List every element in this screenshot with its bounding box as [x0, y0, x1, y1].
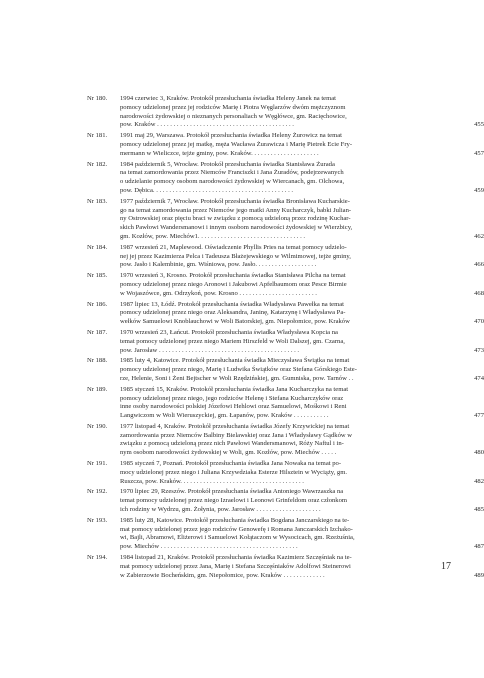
entry-body: [120, 197, 484, 242]
entry-line: w Wojaszówce, gm. Odrzykoń, pow. Krosno . . . . . . . . . . . . . . . . . . . . . . . .: [120, 289, 317, 297]
entry-line: 1985 luty 4, Katowice. Protokół przesłuchania świadka Mieczysława Świątka na temat: [120, 357, 350, 365]
entry-body: [120, 488, 484, 514]
entry-page-ref: 482: [474, 477, 484, 485]
entry-line: rze, Helenie, Soni i Żeni Bejtscher w Woli Rzędzińskiej, gm. Gumniska, pow. Tarnów . .: [120, 374, 354, 382]
entry-body: [120, 300, 484, 327]
entry-body: [120, 95, 484, 130]
entry-number: Nr 193.: [87, 516, 108, 524]
entry-number: Nr 181.: [87, 132, 108, 140]
entry-line: 1985 styczeń 7, Poznań. Protokół przesłuchania świadka Jana Nowaka na temat po-: [120, 460, 342, 468]
entry-line: 1991 maj 29, Warszawa. Protokół przesłuchania świadka Heleny Żurowicz na temat: [120, 132, 342, 140]
entry-line: pomocy udzielonej przez niego, jego rodziców Helenę i Stefana Kucharczyków oraz: [120, 394, 344, 402]
document-entry: [87, 272, 484, 298]
entry-line: wełków Samuelowi Knoblauchowi w Woli Batorskiej, gm. Niepołomice, pow. Kraków: [120, 318, 350, 326]
entry-page-ref: 466: [474, 261, 484, 269]
entry-line: skich Pawłowi Wandersmanowi i innym osobom narodowości żydowskiej w Wierzbicy,: [120, 224, 353, 232]
entry-body: [120, 160, 484, 196]
entry-line: w Zabierzowie Bocheńskim, gm. Niepołomice, pow. Kraków . . . . . . . . . . . . .: [120, 571, 325, 579]
page-number: 17: [441, 561, 451, 572]
entry-line: temat pomocy udzielonej przez niego Izraelowi i Leonowi Grinfeldom oraz członkom: [120, 497, 348, 505]
entry-line: 1985 luty 28, Katowice. Protokół przesłuchania świadka Bogdana Janczarskiego na te-: [120, 516, 350, 524]
entry-body: [120, 422, 484, 458]
entry-line: pow. Dębica. . . . . . . . . . . . . . . . . . . . . . . . . . . . . . . . . . . . . . . . . . .: [120, 186, 294, 194]
document-entry: [87, 95, 484, 130]
entry-line: na temat zamordowania przez Niemców Franciszki i Jana Żuradów, podejrzewanych: [120, 169, 344, 177]
entry-number: Nr 192.: [87, 488, 108, 496]
entry-line: 1970 wrzesień 3, Krosno. Protokół przesłuchania świadka Stanisława Pilcha na temat: [120, 272, 346, 280]
entry-body: [120, 328, 484, 355]
entry-page-ref: 468: [474, 289, 484, 297]
document-entry: [87, 243, 484, 270]
entry-line: o udzielanie pomocy osobom narodowości żydowskiej w Wiercanach, gm. Olchowa,: [120, 178, 345, 186]
entry-line: inne osoby narodowości polskiej Józefowi Hehlowi oraz Samuelowi, Mośkowi i Reni: [120, 403, 347, 411]
entry-body: [120, 460, 484, 486]
entry-page-ref: 487: [474, 543, 484, 551]
entry-line: związku z pomocą udzieloną przez nich Pawłowi Wandersmanowi, Róży Naftul i in-: [120, 440, 344, 448]
entry-line: pomocy udzielonej przez niego oraz Aleksandra, Janinę, Katarzynę i Władysława Pa-: [120, 309, 346, 317]
entry-line: mermann w Wieliczce, tejże gminy, pow. Kraków. . . . . . . . . . . . . . . . . . . . .: [120, 149, 319, 157]
entry-number: Nr 194.: [87, 554, 108, 562]
entry-body: [120, 357, 484, 383]
entry-line: ny Ostrowskiej oraz pięciu braci w związku z pomocą udzieloną przez rodzinę Kuchar-: [120, 215, 351, 223]
entry-page-ref: 485: [474, 506, 484, 514]
entry-line: go na temat zamordowania przez Niemców jego matki Anny Kucharczyk, babki Julian-: [120, 206, 352, 214]
document-entry: [87, 197, 484, 242]
entry-line: mat pomocy udzielonej przez jego rodziców Genowefę i Romana Janczarskich Izchako-: [120, 525, 353, 533]
entry-line: wi, Bajli, Abramowi, Eliżerowi i Samuelowi Kołątaczom w Wysocicach, gm. Rzeżuśnia,: [120, 534, 355, 542]
entry-number: Nr 189.: [87, 385, 108, 393]
entry-number: Nr 185.: [87, 272, 108, 280]
entry-page-ref: 477: [474, 412, 484, 420]
entry-line: Ruszcza, pow. Kraków. . . . . . . . . . . . . . . . . . . . . . . . . . . . . . . . . . . . . .: [120, 477, 304, 485]
entry-number: Nr 190.: [87, 422, 108, 430]
entry-page-ref: 455: [474, 121, 484, 129]
document-entry: [87, 357, 484, 383]
document-entry: [87, 300, 484, 327]
entry-line: 1977 listopad 4, Kraków. Protokół przesłuchania świadka Józefy Krzywickiej na temat: [120, 422, 350, 430]
entry-body: [120, 516, 484, 552]
document-entry: [87, 385, 484, 421]
entry-line: pomocy udzielonej przez jej rodziców Marię i Piotra Węglarzów dwóm mężczyznom: [120, 103, 346, 111]
entry-line: Langwiczom w Woli Wieruszyckiej, gm. Łapanów, pow. Kraków . . . . . . . . . . .: [120, 412, 329, 420]
entry-line: nym osobom narodowości żydowskiej w Woli, gm. Kozłów, pow. Miechów . . . . .: [120, 449, 337, 457]
entry-line: 1970 lipiec 29, Rzeszów. Protokół przesłuchania świadka Antoniego Wawrzaszka na: [120, 488, 344, 496]
entry-line: pomocy udzielonej przez jej matkę, męża Wacława Żurawicza i Marię Pietrek Ecie Fry-: [120, 140, 353, 148]
entry-line: 1984 październik 5, Wrocław. Protokół przesłuchania świadka Stanisława Żurada: [120, 160, 335, 168]
document-entry: [87, 516, 484, 552]
entry-line: zamordowania przez Niemców Balbiny Bielawskiej oraz Jana i Władysławy Gądków w: [120, 431, 353, 439]
entry-line: narodowości żydowskiej o nieznanych personaliach w Węgłówce, gm. Racięchowice,: [120, 112, 347, 120]
entry-line: 1970 wrzesień 23, Łańcut. Protokół przesłuchania świadka Władysława Kopcia na: [120, 328, 338, 336]
entry-number: Nr 186.: [87, 300, 108, 308]
entry-line: pow. Miechów . . . . . . . . . . . . . . . . . . . . . . . . . . . . . . . . . . . . . . . . . .: [120, 543, 298, 551]
document-entry: [87, 488, 484, 514]
entry-line: pow. Jasło i Kalembinie, gm. Wiśniowa, pow. Jasło. . . . . . . . . . . . . . . . . . .: [120, 261, 317, 269]
entry-page-ref: 480: [474, 449, 484, 457]
entry-page-ref: 474: [474, 374, 484, 382]
entry-number: Nr 183.: [87, 197, 108, 205]
document-entry: [87, 554, 484, 580]
entry-line: pow. Jarosław . . . . . . . . . . . . . . . . . . . . . . . . . . . . . . . . . . . . . . . . . . .: [120, 346, 300, 354]
entry-number: Nr 184.: [87, 243, 108, 251]
index-entries: [87, 95, 484, 582]
entry-line: pow. Kraków . . . . . . . . . . . . . . . . . . . . . . . . . . . . . . . . . . . . . . . . . .: [120, 121, 294, 129]
entry-line: nej jej przez Kazimierza Pelca i Tadeusza Błażejewskiego w Wilmimowej, tejże gminy,: [120, 252, 351, 260]
entry-line: 1994 czerwiec 3, Kraków. Protokół przesłuchania świadka Heleny Janek na temat: [120, 95, 336, 102]
entry-page-ref: 462: [474, 232, 484, 240]
entry-number: Nr 188.: [87, 357, 108, 365]
entry-line: ich rodziny w Wydrzu, gm. Żołynia, pow. Jarosław . . . . . . . . . . . . . . . . . . . .: [120, 506, 321, 514]
entry-line: mocy udzielonej przez niego i Juliana Krzywdziaka Esterze Hilsztein w Wyciąży, gm.: [120, 468, 348, 476]
entry-number: Nr 191.: [87, 460, 108, 468]
entry-number: Nr 187.: [87, 328, 108, 336]
entry-page-ref: 470: [474, 318, 484, 326]
entry-number: Nr 182.: [87, 160, 108, 168]
document-entry: [87, 328, 484, 355]
document-entry: [87, 132, 484, 158]
entry-page-ref: 489: [474, 571, 484, 579]
document-entry: [87, 422, 484, 458]
entry-page-ref: 473: [474, 346, 484, 354]
entry-line: pomocy udzielonej przez niego, Marię i Ludwika Świątków oraz Stefana Górskiego Este-: [120, 366, 357, 374]
entry-line: gm. Kozłów, pow. Miechów1. . . . . . . . . . . . . . . . . . . . . . . . . . . . . . . . .: [120, 232, 306, 240]
entry-body: [120, 272, 484, 298]
entry-body: [120, 243, 484, 270]
entry-body: [120, 385, 484, 421]
entry-line: 1984 listopad 21, Kraków. Protokół przesłuchania świadka Kazimierz Szczęśniak na te-: [120, 554, 352, 562]
entry-number: Nr 180.: [87, 95, 108, 102]
document-entry: [87, 460, 484, 486]
entry-page-ref: 459: [474, 186, 484, 194]
entry-page-ref: 457: [474, 149, 484, 157]
entry-line: 1977 październik 7, Wrocław. Protokół przesłuchania świadka Bronisława Kucharskie-: [120, 197, 350, 205]
entry-line: 1987 wrzesień 21, Maplewood. Oświadczenie Phyllis Pries na temat pomocy udzielo-: [120, 243, 347, 251]
entry-line: pomocy udzielonej przez niego Aronowi i Jakubowi Apfelbaumom oraz Pesce Birmie: [120, 280, 347, 288]
document-entry: [87, 160, 484, 196]
entry-body: [120, 132, 484, 158]
entry-line: 1985 styczeń 15, Kraków. Protokół przesłuchania świadka Jana Kucharczyka na temat: [120, 385, 349, 393]
entry-line: 1987 lipiec 13, Łódź. Protokół przesłuchania świadka Władysława Pawełka na temat: [120, 300, 345, 308]
entry-line: mat pomocy udzielonej przez Jana, Marię i Stefana Szczęśniaków Adolfowi Steinerowi: [120, 562, 351, 570]
entry-line: temat pomocy udzielonej przez niego Mariem Hirszfeld w Woli Dalszej, gm. Czarna,: [120, 337, 345, 345]
